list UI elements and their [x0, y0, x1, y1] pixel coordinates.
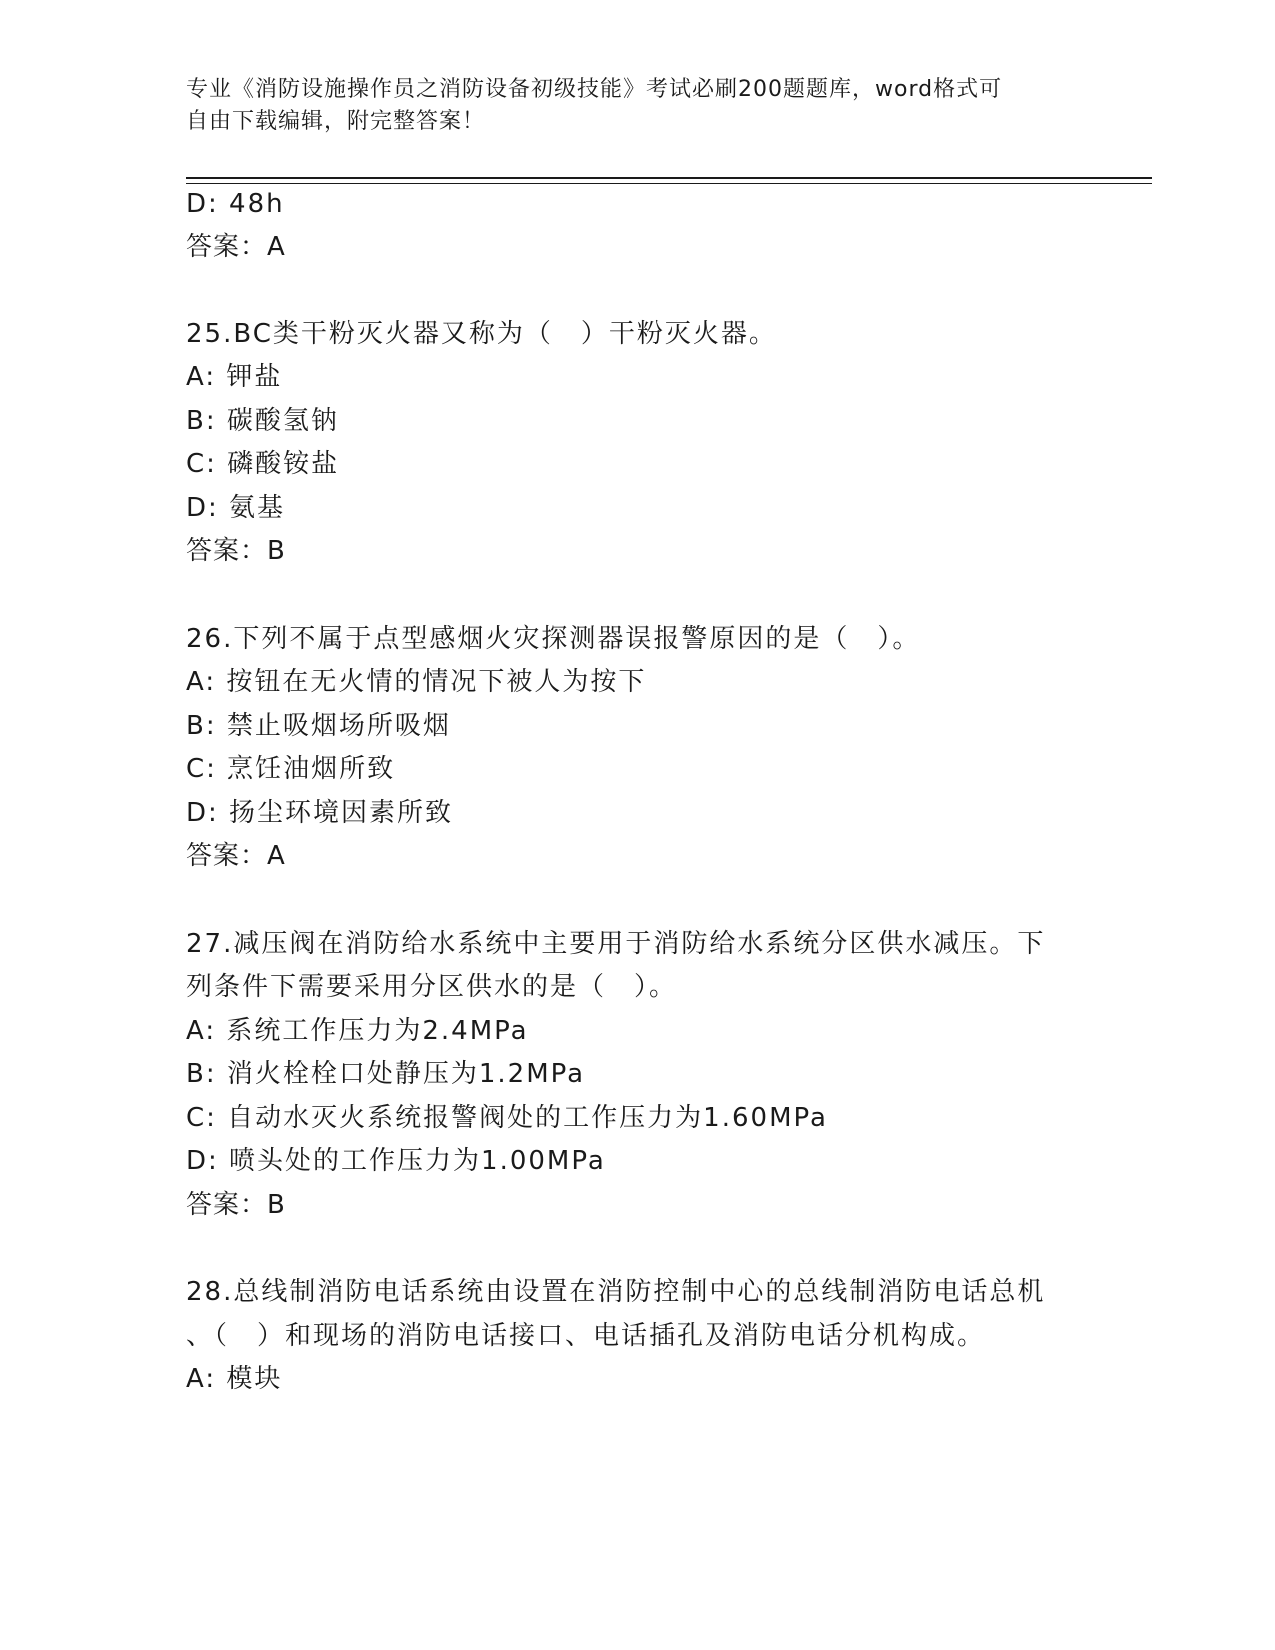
header-line-2: 自由下载编辑，附完整答案！: [186, 109, 486, 134]
q25-option-a: A: 钾盐: [186, 362, 283, 392]
q27-option-a: A: 系统工作压力为2.4MPa: [186, 1016, 529, 1046]
q25-answer: 答案：B: [186, 536, 286, 566]
q25-option-c: C: 磷酸铵盐: [186, 449, 340, 479]
header-rule-thin: [186, 183, 1152, 184]
document-header: [186, 74, 1066, 138]
header-rule-thick: [186, 177, 1152, 179]
q26-stem: 26.下列不属于点型感烟火灾探测器误报警原因的是（ ）。: [186, 624, 921, 654]
prev-answer: 答案：A: [186, 232, 286, 262]
q27-option-b: B: 消火栓栓口处静压为1.2MPa: [186, 1059, 586, 1089]
q26-answer: 答案：A: [186, 841, 286, 871]
header-line-1: 专业《消防设施操作员之消防设备初级技能》考试必刷200题题库，word格式可: [186, 77, 1003, 102]
q27-stem-line-2: 列条件下需要采用分区供水的是（ ）。: [186, 972, 678, 1002]
q26-option-c: C: 烹饪油烟所致: [186, 754, 396, 784]
q28-stem-line-1: 28.总线制消防电话系统由设置在消防控制中心的总线制消防电话总机: [186, 1277, 1046, 1307]
q26-option-a: A: 按钮在无火情的情况下被人为按下: [186, 667, 647, 697]
q25-stem: 25.BC类干粉灭火器又称为（ ）干粉灭火器。: [186, 319, 777, 349]
q27-option-d: D: 喷头处的工作压力为1.00MPa: [186, 1146, 606, 1176]
q25-option-b: B: 碳酸氢钠: [186, 406, 339, 436]
prev-option-d: D: 48h: [186, 189, 285, 219]
q27-stem-line-1: 27.减压阀在消防给水系统中主要用于消防给水系统分区供水减压。下: [186, 929, 1046, 959]
q27-option-c: C: 自动水灭火系统报警阀处的工作压力为1.60MPa: [186, 1103, 828, 1133]
q26-option-d: D: 扬尘环境因素所致: [186, 798, 454, 828]
q27-answer: 答案：B: [186, 1190, 286, 1220]
q28-stem-line-2: 、（ ）和现场的消防电话接口、电话插孔及消防电话分机构成。: [186, 1321, 986, 1351]
q28-option-a: A: 模块: [186, 1364, 283, 1394]
q25-option-d: D: 氨基: [186, 493, 286, 523]
q26-option-b: B: 禁止吸烟场所吸烟: [186, 711, 451, 741]
